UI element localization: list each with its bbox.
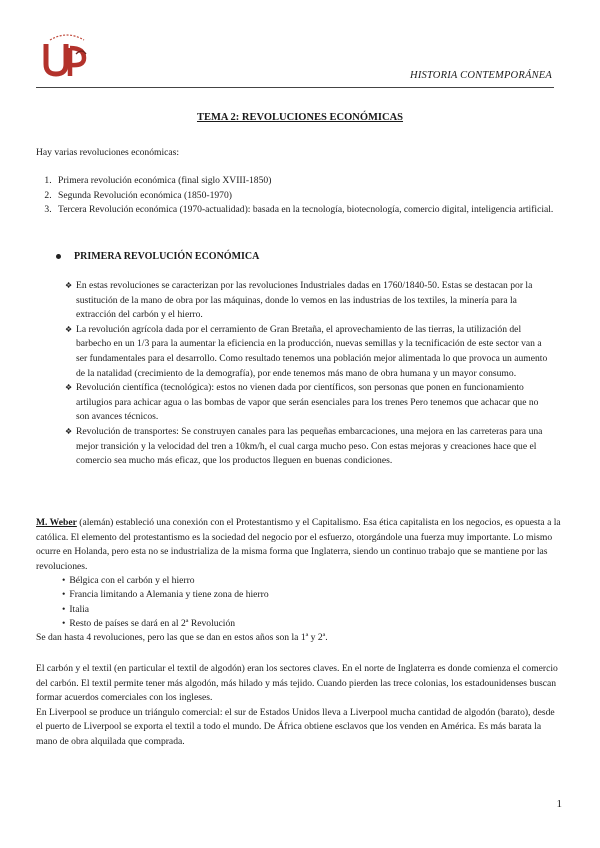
list-item: • Resto de países se dará en al 2ª Revolución: [62, 617, 269, 631]
revolutions-list: [36, 174, 569, 218]
coal-textile-section: [36, 662, 562, 750]
bullet-icon: [56, 254, 61, 259]
list-item: 3. Tercera Revolución económica (1970-actualidad): basada en la tecnología, biotecnología, comercio digital, inteligencia artificial.: [54, 203, 569, 218]
diamond-bullet-icon: ❖: [65, 426, 73, 436]
point-text: Revolución científica (tecnológica): estos no vienen dada por científicos, son personas que ponen en funcionamiento artilugios para achicar agua o las bombas de vapor que serán esenciales para los trenes Pero tenemos que achacar que no son avances técnicos.: [76, 382, 539, 423]
section-heading: [56, 251, 259, 262]
list-item: [66, 381, 552, 425]
weber-paragraph: [36, 516, 562, 574]
list-item: • Italia: [62, 603, 269, 617]
point-text: En estas revoluciones se caracterizan por las revoluciones Industriales dadas en 1760/1840-50. Estas se destacan por la sustitución de la mano de obra por las máquinas, donde lo vemos en las industrias de los textiles, la minería para la extracción del carbón y el hierro.: [76, 280, 533, 321]
page-number: 1: [556, 798, 562, 810]
list-item: [66, 279, 552, 323]
list-item: • Francia limitando a Alemania y tiene zona de hierro: [62, 588, 269, 602]
points-list: [66, 279, 552, 469]
countries-list: [62, 574, 269, 632]
weber-text: (alemán) estableció una conexión con el Protestantismo y el Capitalismo. Esa ética capitalista en los negocios, es opuesta a la católica. El elemento del protestantismo es la sociedad del negocio por el esfuerzo, otorgándole una fuerza muy importante. Lo mismo ocurre en Holanda, pero esta no se industrializa de la misma forma que Inglaterra, siendo un continuo trabajo que se mantiene por las revoluciones.: [36, 517, 561, 572]
diamond-bullet-icon: ❖: [65, 324, 73, 334]
list-item: [66, 425, 552, 469]
point-text: La revolución agrícola dada por el cerramiento de Gran Bretaña, el aprovechamiento de las tierras, la utilización del barbecho en un 1/3 para la aumentar la eficiencia en la producción, nuevas semillas y la tecnificación de este sector van a ser fundamentales para el desarrollo. Como resultado tenemos una población mejor alimentada lo que provoca un aumento de la natalidad (crecimiento de la demografía), por ende tenemos más mano de obra humana y un mayor consumo.: [76, 323, 548, 379]
coal-paragraph: El carbón y el textil (en particular el textil de algodón) eran los sectores claves. En el norte de Inglaterra es donde comienza el comercio del carbón. El textil permite tener más algodón, más hilado y más tejido. Cuando pierden las trece colonias, los estadounidenses buscan formar acuerdos comerciales con los ingleses.: [36, 663, 558, 704]
point-text: Revolución de transportes: Se construyen canales para las pequeñas embarcaciones, una mejora en las carreteras para una mejor transición y la velocidad del tren a 10km/h, el cual carga mucho peso. Con estas mejoras y creaciones hace que el comercio sea mucho más eficaz, que los productos lleguen en buenas condiciones.: [76, 425, 543, 467]
university-logo-icon: [36, 34, 98, 80]
intro-text: Hay varias revoluciones económicas:: [36, 147, 180, 158]
list-item: [66, 323, 552, 381]
section-heading-text: PRIMERA REVOLUCIÓN ECONÓMICA: [74, 251, 260, 262]
header-title: HISTORIA CONTEMPORÁNEA: [410, 70, 552, 81]
revolutions-note: Se dan hasta 4 revoluciones, pero las que se dan en estos años son la 1ª y 2ª.: [36, 632, 328, 643]
liverpool-paragraph: En Liverpool se produce un triángulo comercial: el sur de Estados Unidos lleva a Liverpool mucha cantidad de algodón (barato), desde el puerto de Liverpool se exporta el textil a todo el mundo. De África obtiene esclavos que los venden en América. Es más barata la mano de obra alquilada que comprada.: [36, 706, 555, 747]
list-item: • Bélgica con el carbón y el hierro: [62, 574, 269, 588]
list-item: 1. Primera revolución económica (final siglo XVIII-1850): [54, 174, 569, 189]
weber-name: M. Weber: [36, 517, 77, 528]
document-title: TEMA 2: REVOLUCIONES ECONÓMICAS: [196, 112, 404, 123]
diamond-bullet-icon: ❖: [65, 281, 73, 290]
list-item: 2. Segunda Revolución económica (1850-1970): [54, 189, 569, 204]
header-rule: [36, 87, 554, 88]
diamond-bullet-icon: ❖: [65, 383, 73, 393]
